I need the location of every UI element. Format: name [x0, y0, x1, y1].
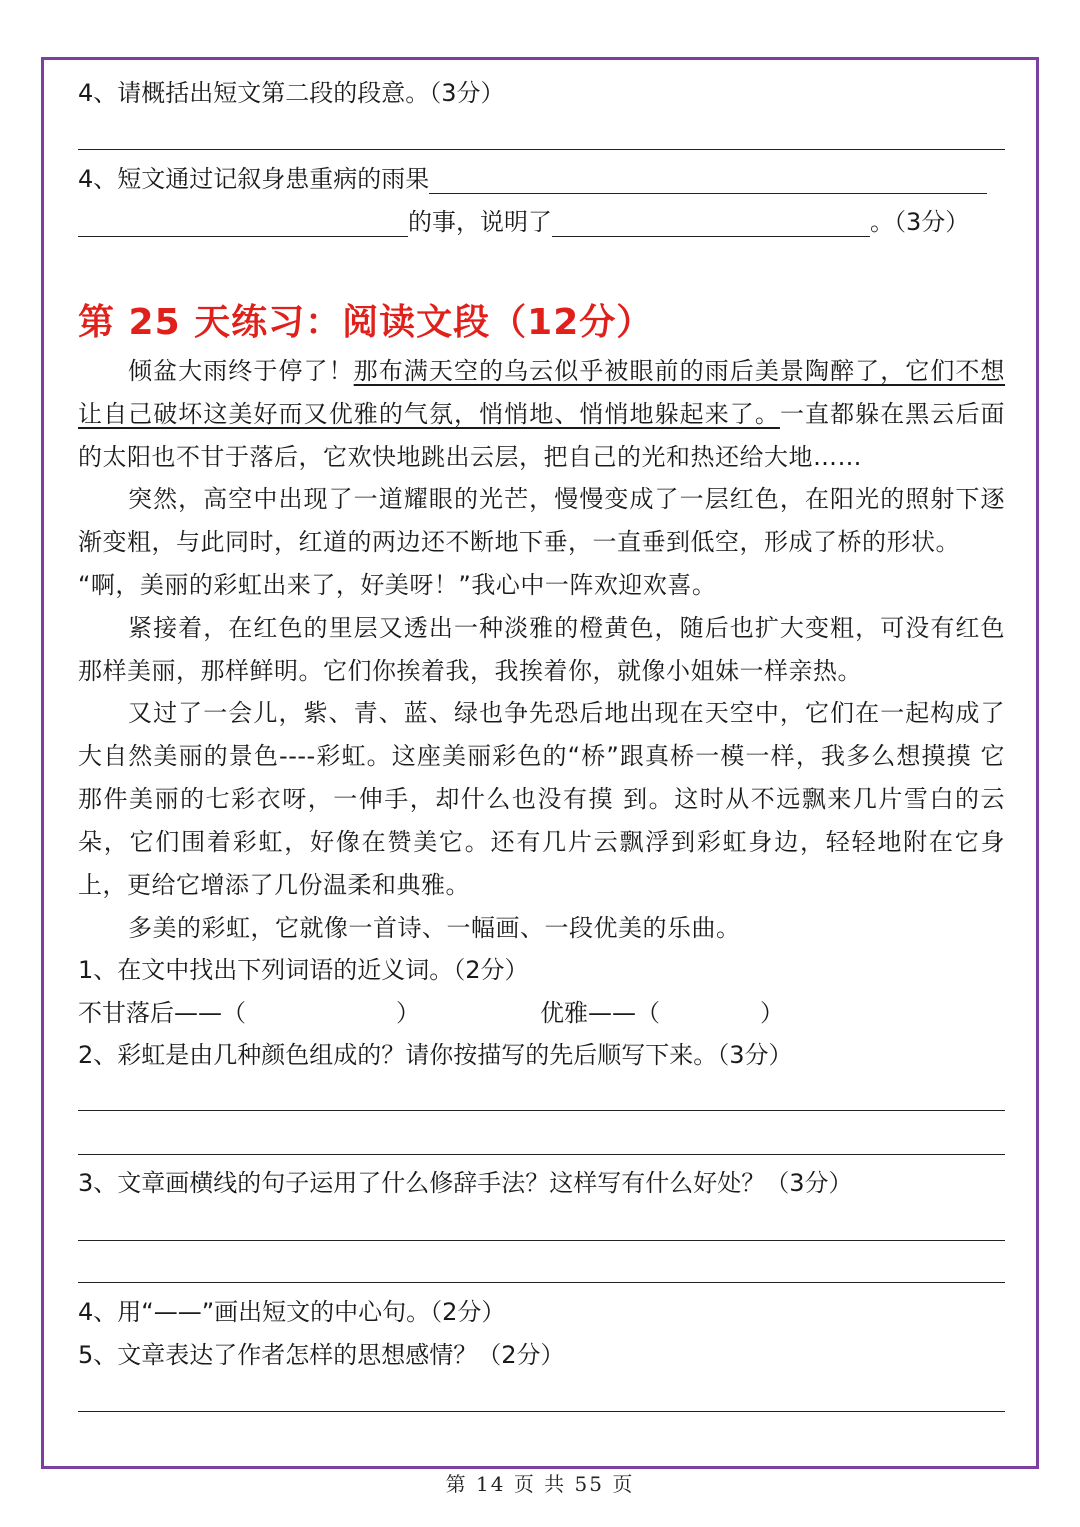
passage-text: 多美的彩虹，它就像一首诗、一幅画、一段优美的乐曲。: [128, 914, 741, 942]
question-fill-cont: [78, 207, 969, 237]
question-fill-part-c: 。（3分）: [870, 208, 970, 236]
passage-text: 紧接着，在红色的里层又透出一种淡雅的橙黄色，随后也扩大变粗，可没有红色那样美丽，那样鲜明。它们你挨着我，我挨着你，就像小姐妹一样亲热。: [78, 614, 1005, 685]
question-summary: 4、请概括出短文第二段的段意。（3分）: [78, 79, 505, 107]
answer-line[interactable]: [78, 1110, 1005, 1111]
passage-paragraph: [78, 478, 1005, 564]
question-2: 2、彩虹是由几种颜色组成的？请你按描写的先后顺写下来。（3分）: [78, 1041, 793, 1069]
answer-line[interactable]: [78, 1282, 1005, 1283]
passage-text: 一直都躲在黑云后面的太阳也不甘于落后，它欢快地跳出云层，把自己的光和热还给大地……: [78, 400, 1006, 471]
fill-blank[interactable]: [429, 167, 987, 194]
fill-blank[interactable]: [552, 210, 870, 237]
passage-paragraph: [78, 564, 1005, 607]
answer-line: [78, 149, 1005, 150]
close-paren: ）: [760, 999, 784, 1027]
question-fill-part-a: 4、短文通过记叙身患重病的雨果: [78, 165, 430, 193]
passage-paragraph: [78, 907, 1005, 950]
section-title: 第 25 天练习：阅读文段（12分）: [78, 302, 654, 343]
synonym-word-1: 不甘落后——（: [78, 999, 246, 1027]
fill-blank[interactable]: [78, 210, 408, 237]
passage-paragraph: [78, 607, 1005, 693]
question-fill: [78, 164, 987, 194]
answer-line[interactable]: [78, 1154, 1005, 1155]
question-1: 1、在文中找出下列词语的近义词。（2分）: [78, 956, 529, 984]
synonym-word-2: 优雅——（: [540, 999, 660, 1027]
question-5: 5、文章表达了作者怎样的思想感情？（2分）: [78, 1341, 565, 1369]
answer-line[interactable]: [78, 1240, 1005, 1241]
answer-line[interactable]: [78, 1411, 1005, 1412]
underlined-sentence: 那布满天空的乌云似乎被眼前的雨后美景陶醉了，它们不想让自己破坏这美好而又优雅的气氛，悄悄地、悄悄地躲起来了。: [78, 357, 1006, 428]
passage-text: 突然，高空中出现了一道耀眼的光芒，慢慢变成了一层红色，在阳光的照射下逐渐变粗，与此同时，红道的两边还不断地下垂，一直垂到低空，形成了桥的形状。: [78, 485, 1005, 556]
passage-text: 倾盆大雨终于停了！: [128, 357, 354, 385]
question-fill-part-b: 的事，说明了: [408, 208, 552, 236]
passage-text: 又过了一会儿，紫、青、蓝、绿也争先恐后地出现在天空中，它们在一起构成了大自然美丽的景色----彩虹。这座美丽彩色的“桥”跟真桥一模一样，我多么想摸摸 它那件美丽的七彩衣呀，一伸手，却什么也没有摸 到。这时从不远飘来几片雪白的云朵，它们围着彩虹，好像在赞美它。还有几片云飘浮到彩虹身边，轻轻地附在它身上，更给它增添了几份温柔和典雅。: [78, 699, 1005, 899]
close-paren: ）: [396, 999, 420, 1027]
page-number: 第 14 页 共 55 页: [445, 1472, 635, 1496]
question-4: 4、用“——”画出短文的中心句。（2分）: [78, 1298, 506, 1326]
passage-paragraph: [78, 350, 1005, 479]
passage-quote: “啊，美丽的彩虹出来了，好美呀！”我心中一阵欢迎欢喜。: [78, 571, 717, 599]
passage-paragraph: [78, 692, 1005, 907]
question-3: 3、文章画横线的句子运用了什么修辞手法？这样写有什么好处？（3分）: [78, 1169, 853, 1197]
synonym-row: [78, 998, 784, 1028]
